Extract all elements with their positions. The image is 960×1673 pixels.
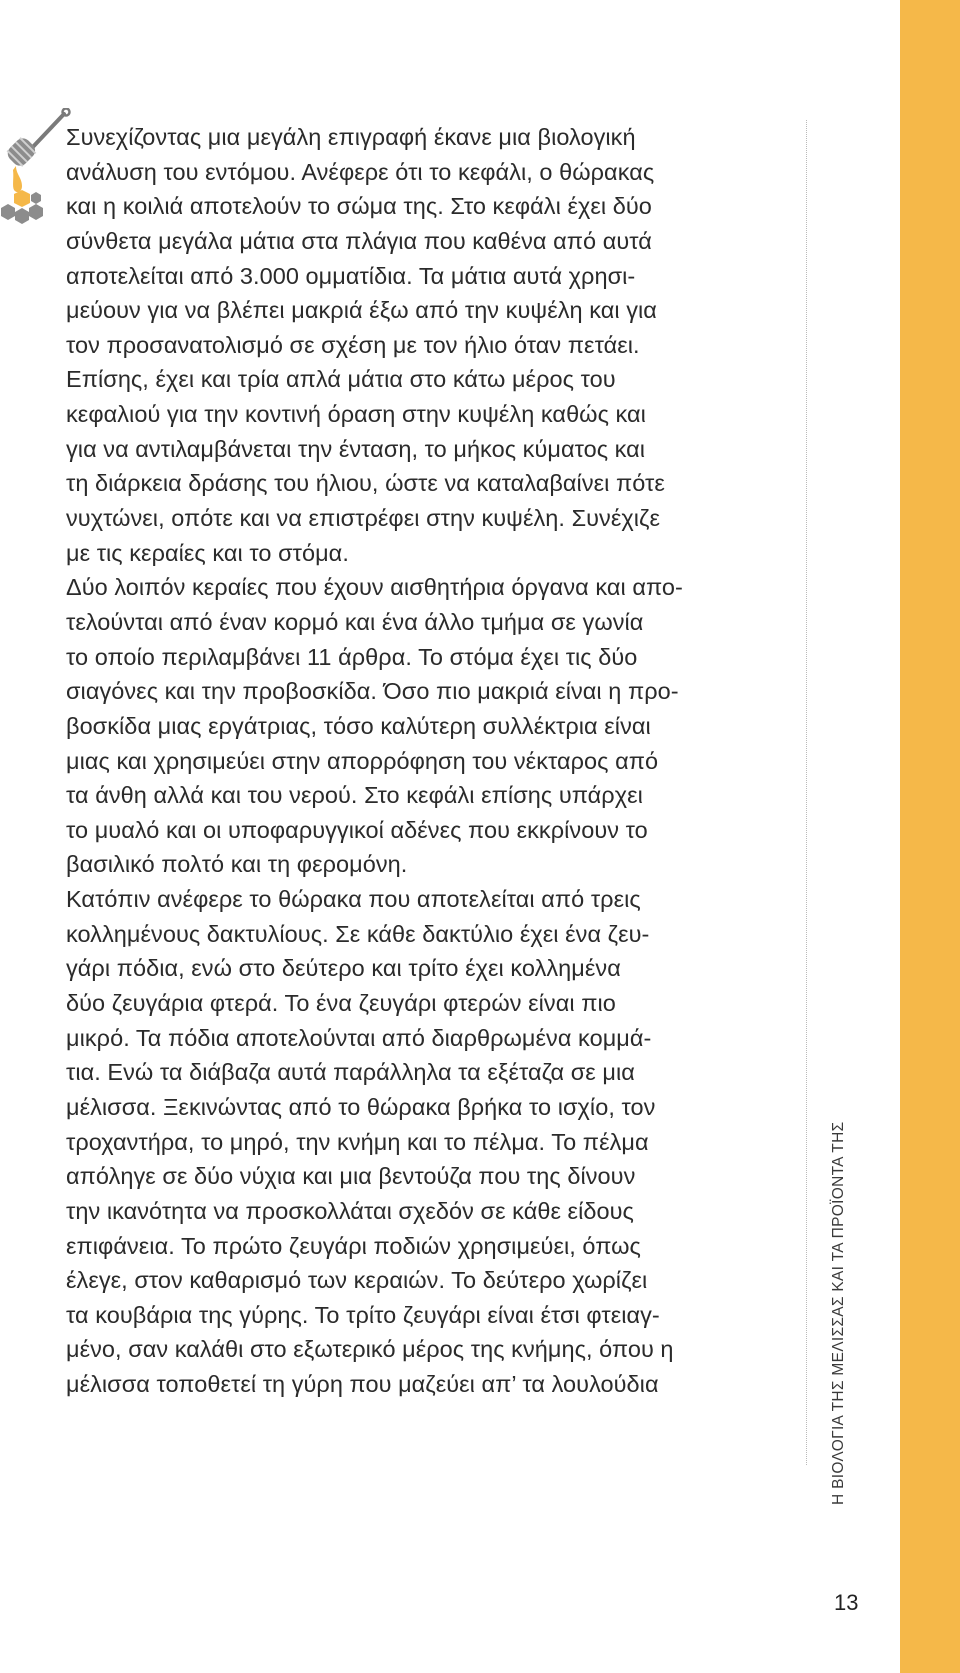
body-text [66,120,776,1402]
text-line: για να αντιλαμβάνεται την ένταση, το μήκος κύματος και [66,435,646,462]
text-line: τροχαντήρα, το μηρό, την κνήμη και το πέλμα. Το πέλμα [66,1128,649,1155]
orange-side-band [900,0,960,1673]
text-line: τια. Ενώ τα διάβαζα αυτά παράλληλα τα εξέταζα σε μια [66,1059,635,1086]
text-line: με τις κεραίες και το στόμα. [66,539,349,566]
text-line: έλεγε, στον καθαρισμό των κεραιών. Το δεύτερο χωρίζει [66,1267,648,1294]
text-line: κολλημένους δακτυλίους. Σε κάθε δακτύλιο έχει ένα ζευ- [66,920,650,947]
page-number: 13 [834,1590,859,1615]
text-line: τελούνται από έναν κορμό και ένα άλλο τμήμα σε γωνία [66,608,644,635]
text-line: μέλισσα. Ξεκινώντας από το θώρακα βρήκα το ισχίο, τον [66,1093,656,1120]
text-line: μιας και χρησιμεύει στην απορρόφηση του νέκταρος από [66,747,659,774]
text-line: το μυαλό και οι υποφαρυγγικοί αδένες που εκκρίνουν το [66,816,648,843]
text-line: μέλισσα τοποθετεί τη γύρη που μαζεύει απ’ τα λουλούδια [66,1371,659,1398]
text-line: βοσκίδα μιας εργάτριας, τόσο καλύτερη συλλέκτρια είναι [66,712,651,739]
text-line: βασιλικό πολτό και τη φερομόνη. [66,851,408,878]
text-line: μεύουν για να βλέπει μακριά έξω από την κυψέλη και για [66,297,657,324]
dotted-divider [806,120,807,1465]
text-line: Συνεχίζοντας μια μεγάλη επιγραφή έκανε μια βιολογική [66,124,636,150]
text-line: σύνθετα μεγάλα μάτια στα πλάγια που καθένα από αυτά [66,227,652,254]
text-line: και η κοιλιά αποτελούν το σώμα της. Στο κεφάλι έχει δύο [66,193,652,220]
text-line: την ικανότητα να προσκολλάται σχεδόν σε κάθε είδους [66,1197,634,1224]
text-line: τα άνθη αλλά και του νερού. Στο κεφάλι επίσης υπάρχει [66,782,643,809]
text-line: μένο, σαν καλάθι στο εξωτερικό μέρος της κνήμης, όπου η [66,1336,674,1363]
text-line: τον προσανατολισμό σε σχέση με τον ήλιο όταν πετάει. [66,331,640,358]
running-head: Η ΒΙΟΛΟΓΙΑ ΤΗΣ ΜΕΛΙΣΣΑΣ ΚΑΙ ΤΑ ΠΡΟΪΟΝΤΑ ΤΗΣ [830,1121,847,1505]
text-line: γάρι πόδια, ενώ στο δεύτερο και τρίτο έχει κολλημένα [66,955,621,982]
text-line: ανάλυση του εντόμου. Ανέφερε ότι το κεφάλι, ο θώρακας [66,158,655,185]
text-line: Δύο λοιπόν κεραίες που έχουν αισθητήρια όργανα και απο- [66,574,683,601]
text-line: το οποίο περιλαμβάνει 11 άρθρα. Το στόμα έχει τις δύο [66,643,638,670]
text-line: κεφαλιού για την κοντινή όραση στην κυψέλη καθώς και [66,401,646,428]
text-line: δύο ζευγάρια φτερά. Το ένα ζευγάρι φτερών είναι πιο [66,990,616,1017]
text-line: αποτελείται από 3.000 ομματίδια. Τα μάτια αυτά χρησι- [66,262,636,289]
text-line: επιφάνεια. Το πρώτο ζευγάρι ποδιών χρησιμεύει, όπως [66,1232,641,1259]
text-line: Επίσης, έχει και τρία απλά μάτια στο κάτω μέρος του [66,366,616,393]
text-line: μικρό. Τα πόδια αποτελούνται από διαρθρωμένα κομμά- [66,1024,652,1051]
text-line: σιαγόνες και την προβοσκίδα. Όσο πιο μακριά είναι η προ- [66,678,679,705]
text-line: τα κουβάρια της γύρης. Το τρίτο ζευγάρι είναι έτσι φτειαγ- [66,1301,660,1328]
text-line: Κατόπιν ανέφερε το θώρακα που αποτελείται από τρεις [66,886,641,913]
text-line: τη διάρκεια δράσης του ήλιου, ώστε να καταλαβαίνει πότε [66,470,665,497]
text-line: νυχτώνει, οπότε και να επιστρέφει στην κυψέλη. Συνέχιζε [66,505,660,532]
text-line: απόληγε σε δύο νύχια και μια βεντούζα που της δίνουν [66,1163,636,1190]
